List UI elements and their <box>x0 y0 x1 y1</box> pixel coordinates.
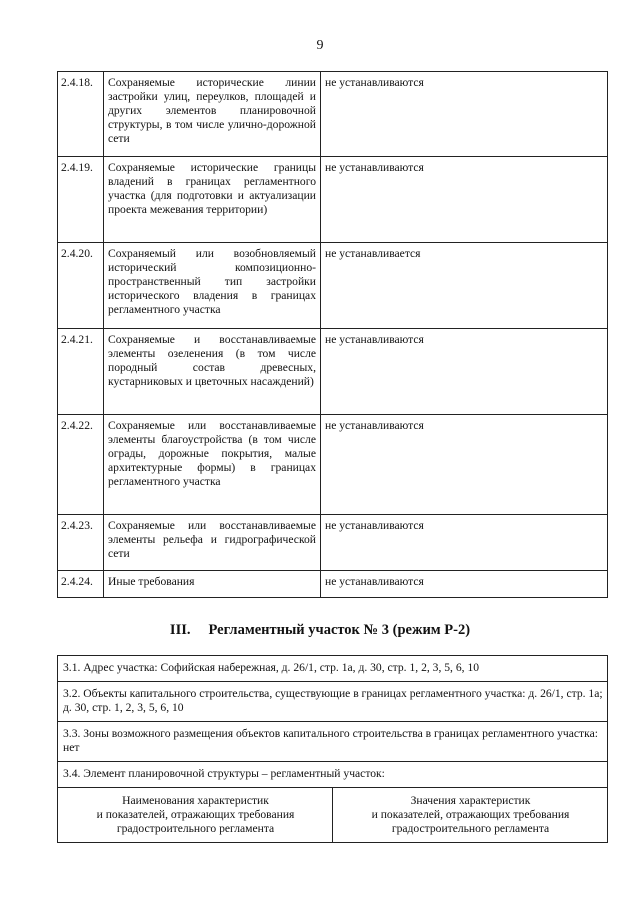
table-row <box>58 72 608 157</box>
section-number: III. <box>169 622 191 638</box>
table-row <box>58 571 608 598</box>
row-value: не устанавливаются <box>321 515 608 571</box>
table-row <box>58 243 608 329</box>
row-number: 2.4.24. <box>58 571 104 598</box>
header-values: Значения характеристик и показателей, отражающих требования градостроительного регламента <box>333 788 608 843</box>
row-value: не устанавливается <box>321 243 608 329</box>
table-row <box>58 157 608 243</box>
row-value: не устанавливаются <box>321 157 608 243</box>
page-number: 9 <box>316 38 324 53</box>
row-name: Сохраняемые или восстанавливаемые элементы рельефа и гидрографической сети <box>104 515 321 571</box>
table-header-row <box>58 788 608 843</box>
address-cell: 3.1. Адрес участка: Софийская набережная, д. 26/1, стр. 1а, д. 30, стр. 1, 2, 3, 5, 6, 10 <box>58 656 608 682</box>
row-number: 2.4.20. <box>58 243 104 329</box>
table-row <box>58 722 608 762</box>
table-row <box>58 515 608 571</box>
table-row <box>58 656 608 682</box>
requirements-table <box>57 71 608 598</box>
placement-zones-cell: 3.3. Зоны возможного размещения объектов капитального строительства в границах регламентного участка: нет <box>58 722 608 762</box>
parcel-info-table <box>57 655 608 843</box>
row-number: 2.4.22. <box>58 415 104 515</box>
row-value: не устанавливаются <box>321 415 608 515</box>
row-number: 2.4.21. <box>58 329 104 415</box>
row-value: не устанавливаются <box>321 329 608 415</box>
header-characteristics: Наименования характеристик и показателей, отражающих требования градостроительного регламента <box>58 788 333 843</box>
row-name: Иные требования <box>104 571 321 598</box>
table-row <box>58 762 608 788</box>
planning-element-cell: 3.4. Элемент планировочной структуры – регламентный участок: <box>58 762 608 788</box>
row-value: не устанавливаются <box>321 571 608 598</box>
table-row <box>58 682 608 722</box>
row-name: Сохраняемые или восстанавливаемые элементы благоустройства (в том числе ограды, дорожные покрытия, малые архитектурные формы) в границах регламентного участка <box>104 415 321 515</box>
row-name: Сохраняемые и восстанавливаемые элементы озеленения (в том числе породный состав древесных, кустарниковых и цветочных насаждений) <box>104 329 321 415</box>
row-number: 2.4.19. <box>58 157 104 243</box>
section-heading <box>0 622 640 639</box>
section-title: Регламентный участок № 3 (режим Р-2) <box>208 622 471 638</box>
table-row <box>58 415 608 515</box>
existing-objects-cell: 3.2. Объекты капитального строительства, существующие в границах регламентного участка: д. 26/1, стр. 1а; д. 30, стр. 1, 2, 3, 5, 6, 10 <box>58 682 608 722</box>
table-row <box>58 329 608 415</box>
row-value: не устанавливаются <box>321 72 608 157</box>
row-name: Сохраняемые исторические линии застройки улиц, переулков, площадей и других элементов планировочной структуры, в том числе улично-дорожной сети <box>104 72 321 157</box>
row-name: Сохраняемые исторические границы владений в границах регламентного участка (для подготовки и актуализации проекта межевания территории) <box>104 157 321 243</box>
row-name: Сохраняемый или возобновляемый исторический композиционно-пространственный тип застройки исторического владения в границах регламентного участка <box>104 243 321 329</box>
row-number: 2.4.18. <box>58 72 104 157</box>
row-number: 2.4.23. <box>58 515 104 571</box>
